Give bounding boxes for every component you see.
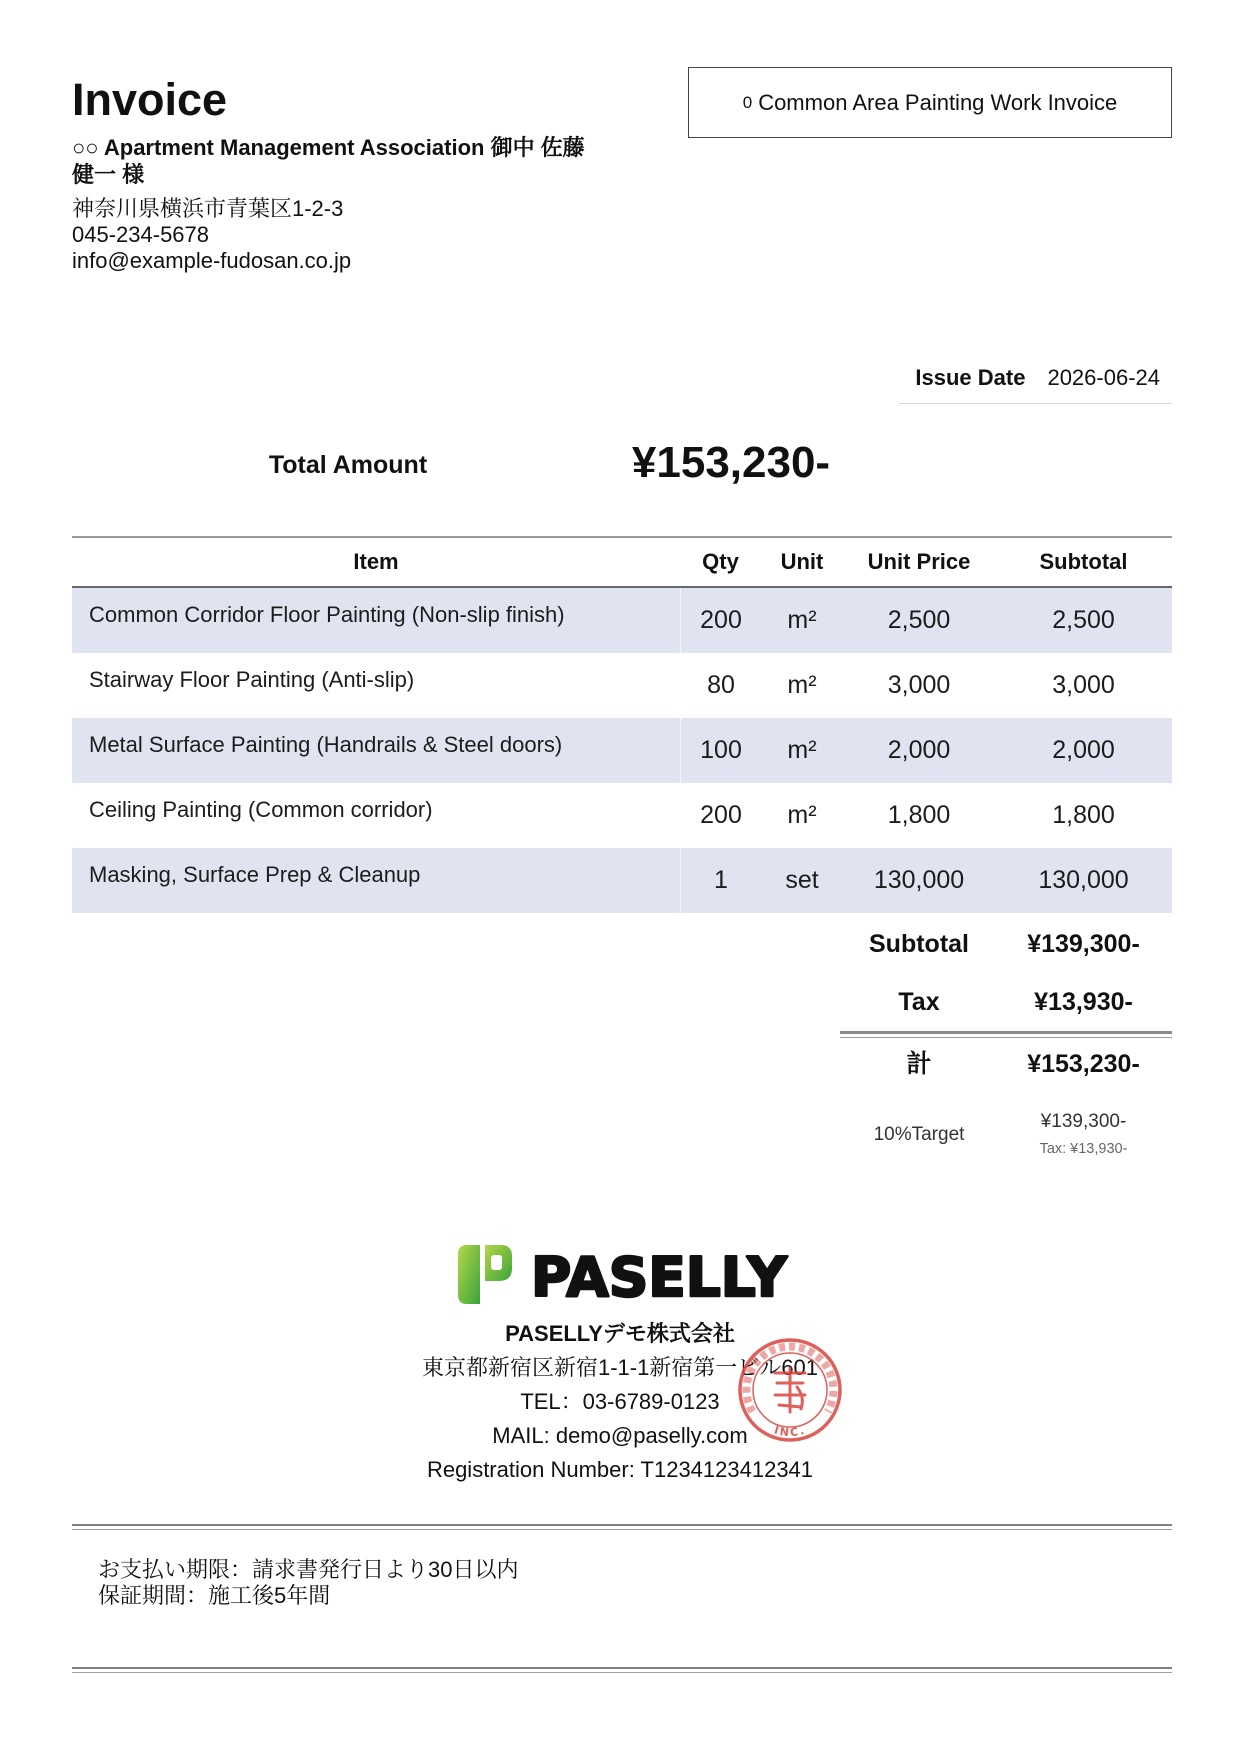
tax-breakdown-base: ¥139,300-	[1040, 1111, 1127, 1132]
table-row	[72, 848, 1172, 913]
summary-tax-label: Tax	[898, 988, 940, 1016]
tax-breakdown-label: 10%Target	[873, 1124, 965, 1145]
summary-tax-value: ¥13,930-	[1034, 988, 1133, 1016]
item-subtotal: 2,000	[1052, 736, 1115, 764]
seal-center-mark	[775, 1368, 805, 1412]
item-subtotal: 130,000	[1038, 866, 1129, 894]
client-phone: 045-234-5678	[72, 222, 210, 247]
issuer-details	[0, 1317, 1240, 1487]
item-subtotal: 2,500	[1052, 606, 1115, 634]
subject-number: 0	[742, 92, 753, 112]
issuer-address: 東京都新宿区新宿1-1-1新宿第一ビル601	[421, 1355, 819, 1380]
item-subtotal: 1,800	[1052, 801, 1115, 829]
issue-date-label: Issue Date	[915, 364, 1026, 390]
paselly-logo	[455, 1240, 795, 1310]
payment-notes	[98, 1557, 518, 1609]
item-name: Masking, Surface Prep & Cleanup	[89, 862, 421, 887]
seal-bottom-textpath: INC.	[772, 1423, 808, 1440]
client-contact	[72, 196, 351, 274]
subject-box	[688, 67, 1172, 138]
total-amount-value: ¥153,230-	[631, 438, 831, 487]
item-qty: 80	[680, 653, 761, 718]
item-qty: 200	[680, 588, 761, 653]
item-unit-price: 3,000	[887, 671, 951, 699]
item-unit: m²	[787, 736, 817, 764]
note-payment-deadline: お支払い期限：請求書発行日より30日以内	[98, 1557, 519, 1582]
item-name: Common Corridor Floor Painting (Non-slip finish)	[89, 602, 565, 627]
issuer-registration: Registration Number: T1234123412341	[426, 1457, 814, 1482]
logo-counter-shape	[491, 1255, 502, 1270]
client-address: 神奈川県横浜市青葉区1-2-3	[72, 196, 344, 221]
item-qty: 100	[680, 718, 761, 783]
tax-breakdown-tax: Tax: ¥13,930-	[1039, 1141, 1128, 1157]
header-unit-price: Unit Price	[867, 549, 971, 574]
table-row	[72, 653, 1172, 718]
seal-bottom-text	[773, 1423, 808, 1439]
item-unit-price: 2,000	[887, 736, 951, 764]
table-row	[72, 783, 1172, 848]
table-row	[72, 588, 1172, 653]
header-qty: Qty	[702, 549, 739, 574]
company-seal-stamp	[735, 1335, 845, 1445]
footer-rule-bottom	[72, 1667, 1172, 1673]
item-unit-price: 130,000	[873, 866, 965, 894]
item-unit: m²	[787, 606, 817, 634]
item-qty: 200	[680, 783, 761, 848]
issue-date-row	[899, 358, 1172, 404]
item-qty: 1	[680, 848, 761, 913]
note-warranty: 保証期間：施工後5年間	[98, 1583, 331, 1608]
summary-total-value: ¥153,230-	[1027, 1050, 1140, 1078]
header-unit: Unit	[780, 549, 824, 574]
item-name: Stairway Floor Painting (Anti-slip)	[89, 667, 415, 692]
item-name: Ceiling Painting (Common corridor)	[89, 797, 433, 822]
footer-rule-top	[72, 1524, 1172, 1530]
subject-text: Common Area Painting Work Invoice	[758, 89, 1118, 115]
header-item: Item	[353, 549, 399, 574]
issuer-mail: MAIL: demo@paselly.com	[492, 1423, 748, 1448]
summary-subtotal-label: Subtotal	[869, 930, 969, 958]
logo-stem-shape	[458, 1245, 480, 1304]
item-name: Metal Surface Painting (Handrails & Steel doors)	[89, 732, 563, 757]
issuer-tel: TEL：03-6789-0123	[520, 1389, 720, 1414]
client-name-line: 健一 様	[72, 162, 145, 187]
issuer-company: PASELLYデモ株式会社	[505, 1321, 735, 1346]
total-amount-label: Total Amount	[268, 451, 428, 479]
item-unit: set	[785, 866, 819, 894]
issue-date-value: 2026-06-24	[1047, 364, 1160, 390]
item-unit-price: 1,800	[887, 801, 951, 829]
logo-wordmark: PASELLY	[531, 1246, 788, 1309]
item-unit: m²	[787, 801, 817, 829]
item-unit: m²	[787, 671, 817, 699]
table-header	[72, 536, 1172, 588]
summary-subtotal-value: ¥139,300-	[1027, 930, 1140, 958]
header-subtotal: Subtotal	[1039, 549, 1128, 574]
item-subtotal: 3,000	[1052, 671, 1115, 699]
line-items-table	[72, 536, 1172, 913]
summary-double-rule	[840, 1031, 1172, 1038]
client-email: info@example-fudosan.co.jp	[72, 248, 352, 273]
table-row	[72, 718, 1172, 783]
seal-rings	[740, 1340, 840, 1440]
logo-mark-icon	[458, 1245, 512, 1304]
summary-total-label: 計	[906, 1050, 932, 1078]
document-title: Invoice	[72, 74, 228, 125]
client-name-line: ○○ Apartment Management Association 御中 佐藤	[72, 135, 585, 160]
item-unit-price: 2,500	[887, 606, 951, 634]
client-name	[72, 134, 585, 188]
